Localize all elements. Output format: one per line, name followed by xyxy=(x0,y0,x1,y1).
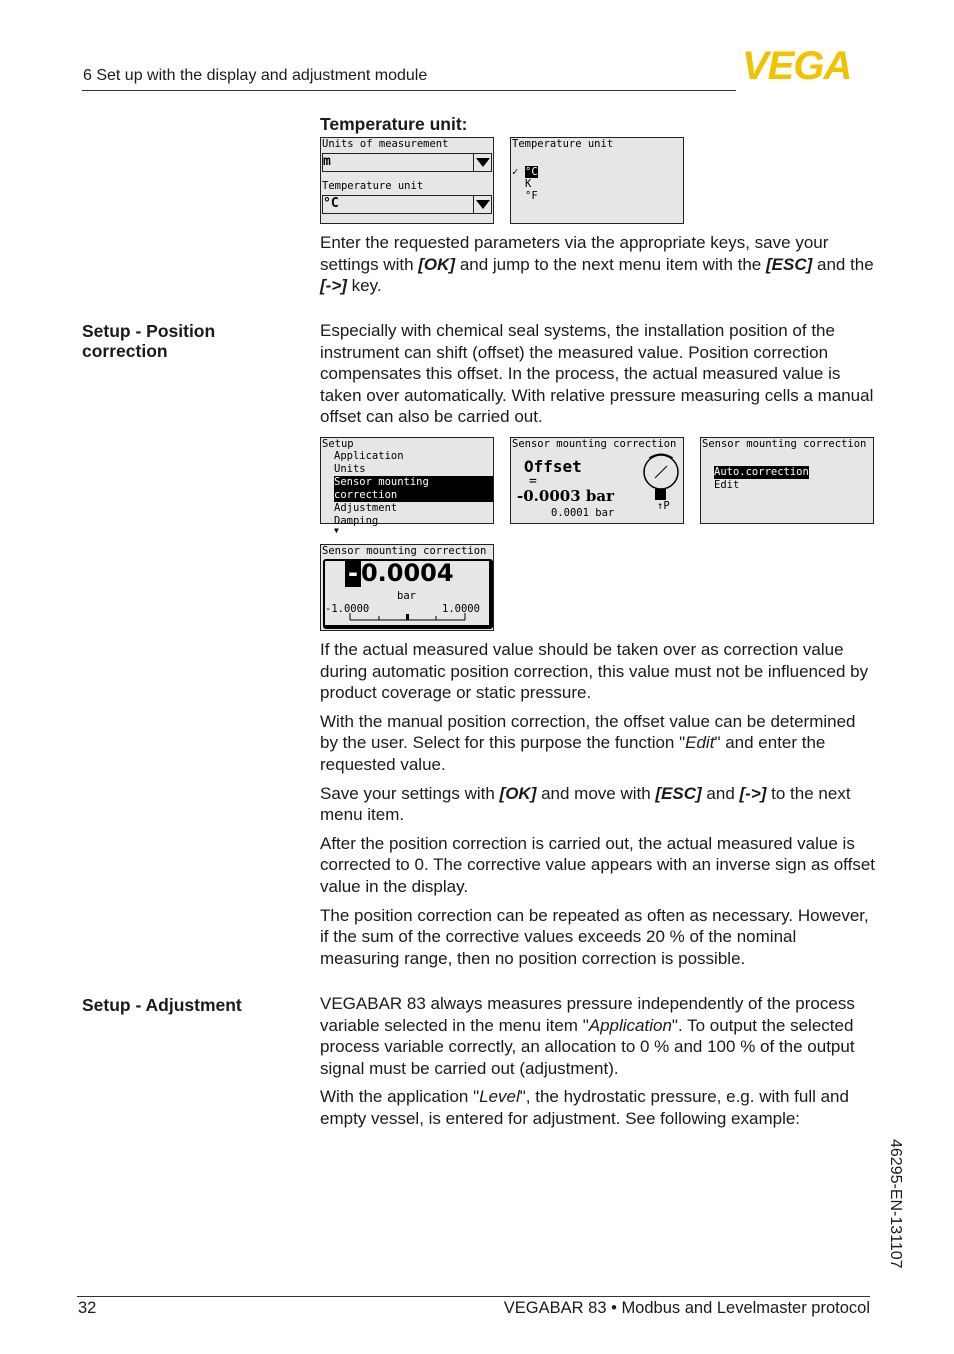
page-number: 32 xyxy=(78,1299,97,1317)
auto-correction-option[interactable]: Auto.correction xyxy=(714,466,809,478)
units-dropdown[interactable] xyxy=(322,153,492,172)
temperature-dropdown[interactable] xyxy=(322,195,492,214)
lcd-correction-choice xyxy=(700,437,874,524)
offset-resolution: 0.0001 bar xyxy=(551,507,615,519)
lcd-setup-menu xyxy=(320,437,494,535)
lcd-title: Temperature unit xyxy=(512,138,614,150)
edit-value[interactable]: 0.0004 xyxy=(360,559,454,587)
dropdown-arrow-icon xyxy=(473,196,491,213)
lcd-label: Temperature unit xyxy=(322,180,424,192)
check-icon: ✓ xyxy=(512,166,519,178)
scroll-down-icon: ▼ xyxy=(334,526,339,535)
menu-item[interactable]: Units xyxy=(334,463,366,475)
lcd-edit-value xyxy=(320,544,494,631)
option-celsius[interactable]: °C xyxy=(525,166,538,178)
pressure-label: ↑P xyxy=(657,500,670,512)
offset-label: Offset xyxy=(524,457,582,476)
adjustment-text: VEGABAR 83 always measures pressure independently of the process variable selected in the menu item "Application". To output the selected process variable correctly, an allocation to 0 % and 100 % of the output signal must be carried out (adjustment). With the application "Level", the hydrostatic pressure, e.g. with full and empty vessel, is entered for adjustment. See following example: xyxy=(320,994,855,1128)
section-adjustment: Setup - Adjustment xyxy=(82,995,242,1015)
scale-min: -1.0000 xyxy=(325,603,370,615)
lcd-label: Units of measurement xyxy=(322,138,449,150)
temperature-unit-heading: Temperature unit: xyxy=(320,114,468,134)
menu-item[interactable]: Damping xyxy=(334,515,379,527)
option-fahrenheit[interactable]: °F xyxy=(525,190,538,202)
scale-max: 1.0000 xyxy=(442,603,480,615)
menu-item-selected[interactable]: Sensor mounting correction xyxy=(334,476,493,502)
section-position-correction: Setup - Position correction xyxy=(82,321,216,361)
equals-sign: = xyxy=(529,474,537,489)
lcd-offset-screen xyxy=(510,437,684,524)
menu-item[interactable]: Adjustment xyxy=(334,502,398,514)
unit-label: bar xyxy=(397,590,416,602)
scale-bar xyxy=(349,613,469,623)
footer-product: VEGABAR 83 • Modbus and Levelmaster protocol xyxy=(503,1299,870,1317)
lcd-units-screen xyxy=(320,137,494,224)
chapter-header: 6 Set up with the display and adjustment module xyxy=(83,67,428,84)
footer-divider xyxy=(77,1296,870,1297)
temp-instructions: Enter the requested parameters via the appropriate keys, save your settings with [OK] and jump to the next menu item with the [ESC] and the [->] key. xyxy=(320,233,874,296)
header-divider xyxy=(82,90,736,91)
lcd-title: Sensor mounting correction xyxy=(702,438,867,450)
offset-value: -0.0003 bar xyxy=(517,487,614,505)
vega-logo: VEGA xyxy=(742,44,852,88)
dropdown-value: m xyxy=(323,154,331,169)
edit-option[interactable]: Edit xyxy=(714,479,740,491)
dropdown-arrow-icon xyxy=(473,154,491,171)
menu-item[interactable]: Application xyxy=(334,450,404,462)
lcd-title: Setup xyxy=(322,438,354,450)
document-id: 46295-EN-131107 xyxy=(887,1139,904,1269)
dropdown-value: °C xyxy=(323,196,339,211)
sign-cursor[interactable]: - xyxy=(345,559,361,587)
lcd-temperature-list xyxy=(510,137,684,224)
position-details: If the actual measured value should be taken over as correction value during automatic position correction, this value must not be influenced by product coverage or static pressure. With the manual position correction, the offset value can be determined by the user. Select for this purpose the function "Edit" and enter the requested value. Save your settings with [OK] and move with [ESC] and [->] to the next menu item. After the position correction is carried out, the actual measured value is corrected to 0. The corrective value appears with an inverse sign as offset value in the display. The position correction can be repeated as often as necessary. However, if the sum of the corrective values exceeds 20 % of the nominal measuring range, then no position correction is possible. xyxy=(320,640,875,968)
position-intro: Especially with chemical seal systems, the installation position of the instrument can shift (offset) the measured value. Position correction compensates this offset. In the process, the actual measured value is taken over automatically. With relative pressure measuring cells a manual offset can also be carried out. xyxy=(320,321,874,427)
lcd-title: Sensor mounting correction xyxy=(322,545,487,557)
option-kelvin[interactable]: K xyxy=(525,178,532,190)
lcd-title: Sensor mounting correction xyxy=(512,438,677,450)
